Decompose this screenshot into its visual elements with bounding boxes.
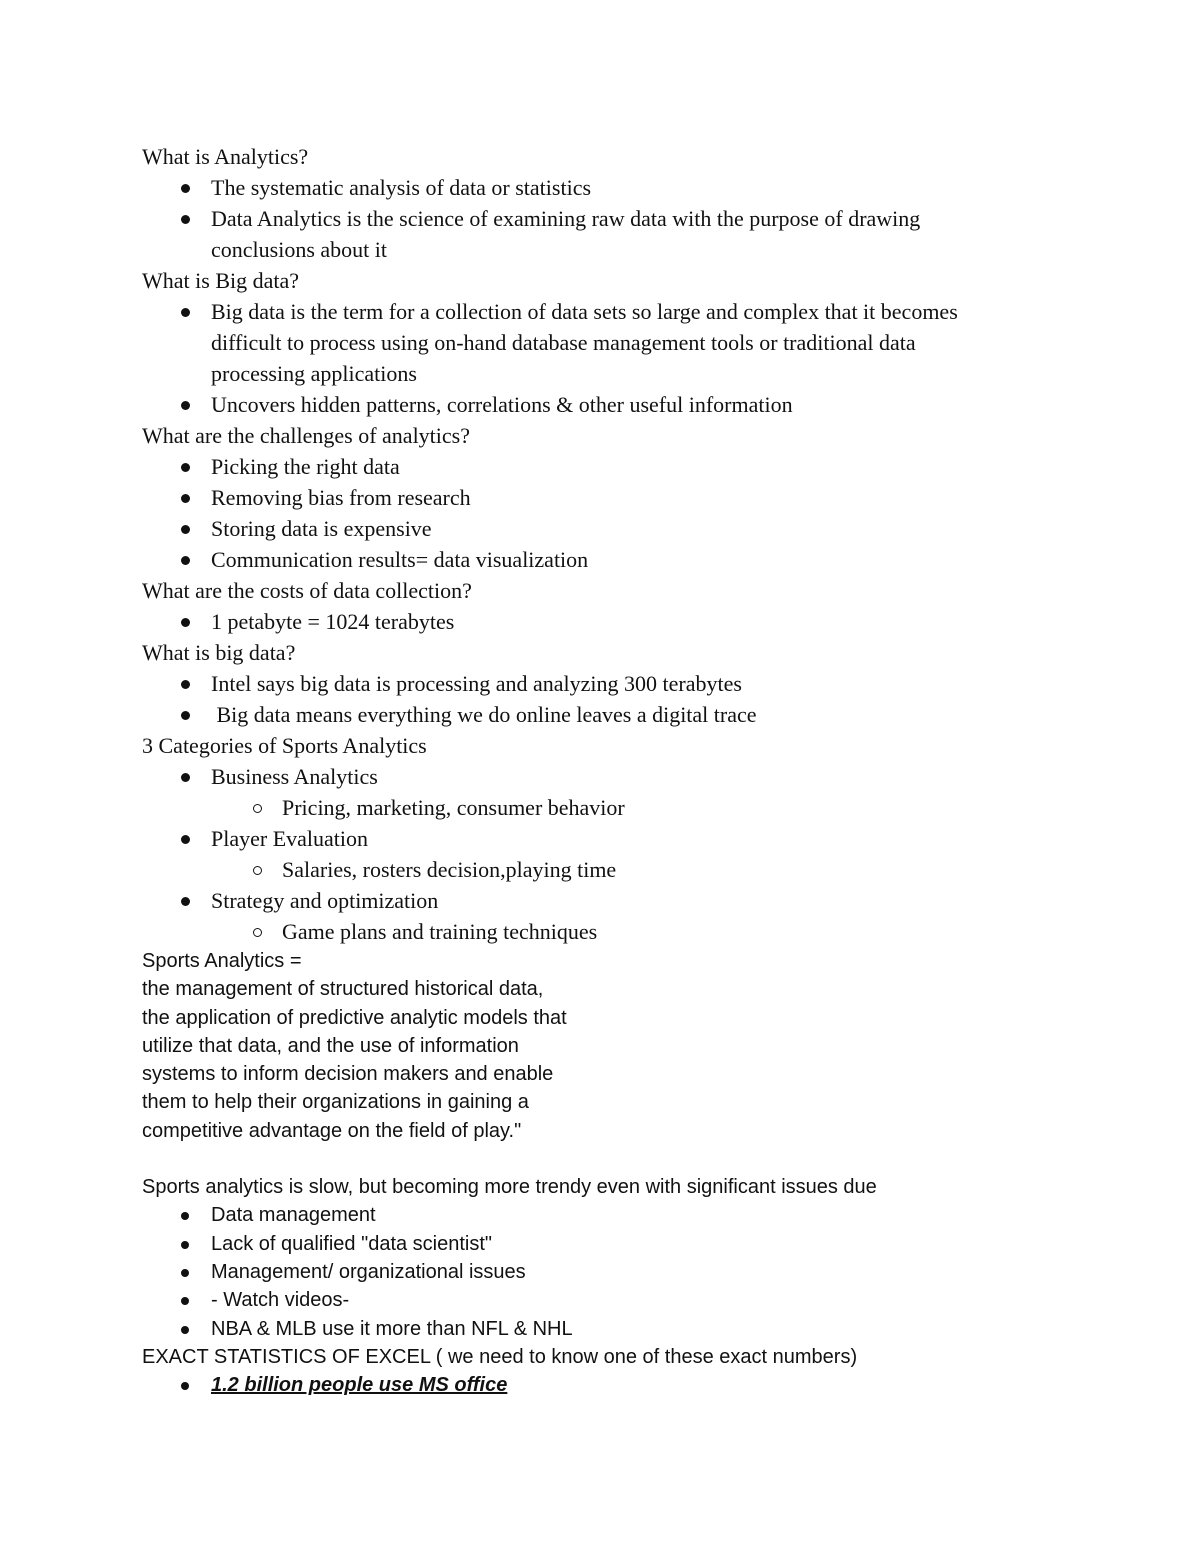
list-item: [142, 172, 1042, 203]
list-item-text: Big data means everything we do online leaves a digital trace: [211, 702, 757, 727]
definition-block: [142, 947, 1042, 1145]
list-analytics: [142, 172, 1042, 265]
list-item-text: Data management: [211, 1204, 376, 1227]
heading-what-is-big-data-2: What is big data?: [142, 640, 296, 665]
bullet-disc-icon: [181, 680, 190, 689]
bullet-disc-icon: [181, 1326, 189, 1334]
list-item-text: Storing data is expensive: [211, 516, 432, 541]
list-item: [142, 482, 1042, 513]
bullet-disc-icon: [181, 618, 190, 627]
bullet-disc-icon: [181, 556, 190, 565]
list-item-text: Removing bias from research: [211, 485, 471, 510]
bullet-disc-icon: [181, 773, 190, 782]
list-item-text: 1 petabyte = 1024 terabytes: [211, 609, 455, 634]
bullet-disc-icon: [181, 1269, 189, 1277]
bullet-disc-icon: [181, 897, 190, 906]
list-item: [142, 761, 1042, 792]
list-item: [142, 513, 1042, 544]
definition-line: the application of predictive analytic models that: [142, 1006, 567, 1029]
list-item: [142, 389, 1042, 420]
bullet-disc-icon: [181, 308, 190, 317]
heading-what-is-analytics: What is Analytics?: [142, 144, 309, 169]
definition-line: Sports Analytics =: [142, 950, 302, 972]
bullet-disc-icon: [181, 215, 190, 224]
list-trend: [142, 1201, 1042, 1342]
list-item-text-continued: conclusions about it: [211, 237, 387, 262]
list-excel: [142, 1371, 1042, 1399]
list-item: [142, 1258, 1042, 1286]
heading-categories: 3 Categories of Sports Analytics: [142, 733, 427, 758]
definition-line: the management of structured historical data,: [142, 978, 544, 1001]
bullet-disc-icon: [181, 1297, 189, 1305]
list-item-text: Communication results= data visualization: [211, 547, 589, 572]
list-item: [142, 885, 1042, 916]
list-item-text: Management/ organizational issues: [211, 1260, 526, 1283]
notes-sans-block: [142, 947, 1042, 1399]
list-item: [142, 296, 1042, 389]
bullet-disc-icon: [181, 711, 190, 720]
list-item: [142, 606, 1042, 637]
bullet-disc-icon: [181, 525, 190, 534]
bullet-disc-icon: [181, 494, 190, 503]
definition-line: systems to inform decision makers and enable: [142, 1063, 554, 1086]
list-big-data-2: [142, 668, 1042, 730]
bullet-disc-icon: [181, 1241, 189, 1249]
list-item-text: - Watch videos-: [211, 1289, 350, 1312]
bullet-disc-icon: [181, 184, 190, 193]
list-subitem-text: Pricing, marketing, consumer behavior: [282, 795, 625, 820]
list-item-text: NBA & MLB use it more than NFL & NHL: [211, 1317, 573, 1340]
list-subitem-text: Game plans and training techniques: [282, 919, 598, 944]
heading-what-is-big-data: What is Big data?: [142, 268, 300, 293]
list-item-text: Big data is the term for a collection of data sets so large and complex that it becomes: [211, 299, 958, 324]
blank-line: [142, 1145, 1042, 1173]
list-item: [142, 699, 1042, 730]
notes-serif-block: [142, 141, 1042, 947]
bullet-disc-icon: [181, 463, 190, 472]
list-item: [142, 1315, 1042, 1343]
list-item: [142, 1201, 1042, 1229]
list-item-text: Strategy and optimization: [211, 888, 439, 913]
list-item-text: Data Analytics is the science of examining raw data with the purpose of drawing: [211, 206, 921, 231]
list-subitem-text: Salaries, rosters decision,playing time: [282, 857, 617, 882]
list-item-text-continued: processing applications: [211, 361, 417, 386]
list-costs: [142, 606, 1042, 637]
list-challenges: [142, 451, 1042, 575]
list-item: [142, 668, 1042, 699]
definition-line: them to help their organizations in gaining a: [142, 1091, 529, 1114]
heading-excel: EXACT STATISTICS OF EXCEL ( we need to know one of these exact numbers): [142, 1345, 858, 1368]
document-page: [142, 141, 1042, 1399]
list-categories: [142, 761, 1042, 947]
bullet-circle-icon: [253, 928, 262, 937]
list-item-text: Uncovers hidden patterns, correlations & other useful information: [211, 392, 793, 417]
list-item-text-emphasis: 1.2 billion people use MS office: [211, 1374, 508, 1397]
heading-challenges: What are the challenges of analytics?: [142, 423, 471, 448]
bullet-disc-icon: [181, 835, 190, 844]
list-item-text: Player Evaluation: [211, 826, 369, 851]
list-item-text: Intel says big data is processing and analyzing 300 terabytes: [211, 671, 742, 696]
heading-trend: Sports analytics is slow, but becoming more trendy even with significant issues due: [142, 1176, 877, 1199]
list-subitem: [142, 792, 1042, 823]
list-big-data: [142, 296, 1042, 420]
list-item-text: Business Analytics: [211, 764, 378, 789]
definition-line: competitive advantage on the field of play.": [142, 1119, 522, 1142]
list-item: [142, 451, 1042, 482]
list-item: [142, 1230, 1042, 1258]
list-item: [142, 203, 1042, 265]
list-item-text: Lack of qualified "data scientist": [211, 1232, 493, 1255]
list-item: [142, 1286, 1042, 1314]
heading-costs: What are the costs of data collection?: [142, 578, 472, 603]
list-item-text: Picking the right data: [211, 454, 400, 479]
list-item: [142, 1371, 1042, 1399]
list-item-text-continued: difficult to process using on-hand database management tools or traditional data: [211, 330, 916, 355]
bullet-disc-icon: [181, 1382, 189, 1390]
bullet-circle-icon: [253, 804, 262, 813]
definition-line: utilize that data, and the use of information: [142, 1034, 519, 1057]
list-subitem: [142, 854, 1042, 885]
list-item: [142, 544, 1042, 575]
list-subitem: [142, 916, 1042, 947]
list-item-text: The systematic analysis of data or statistics: [211, 175, 592, 200]
bullet-circle-icon: [253, 866, 262, 875]
list-item: [142, 823, 1042, 854]
bullet-disc-icon: [181, 1212, 189, 1220]
bullet-disc-icon: [181, 401, 190, 410]
